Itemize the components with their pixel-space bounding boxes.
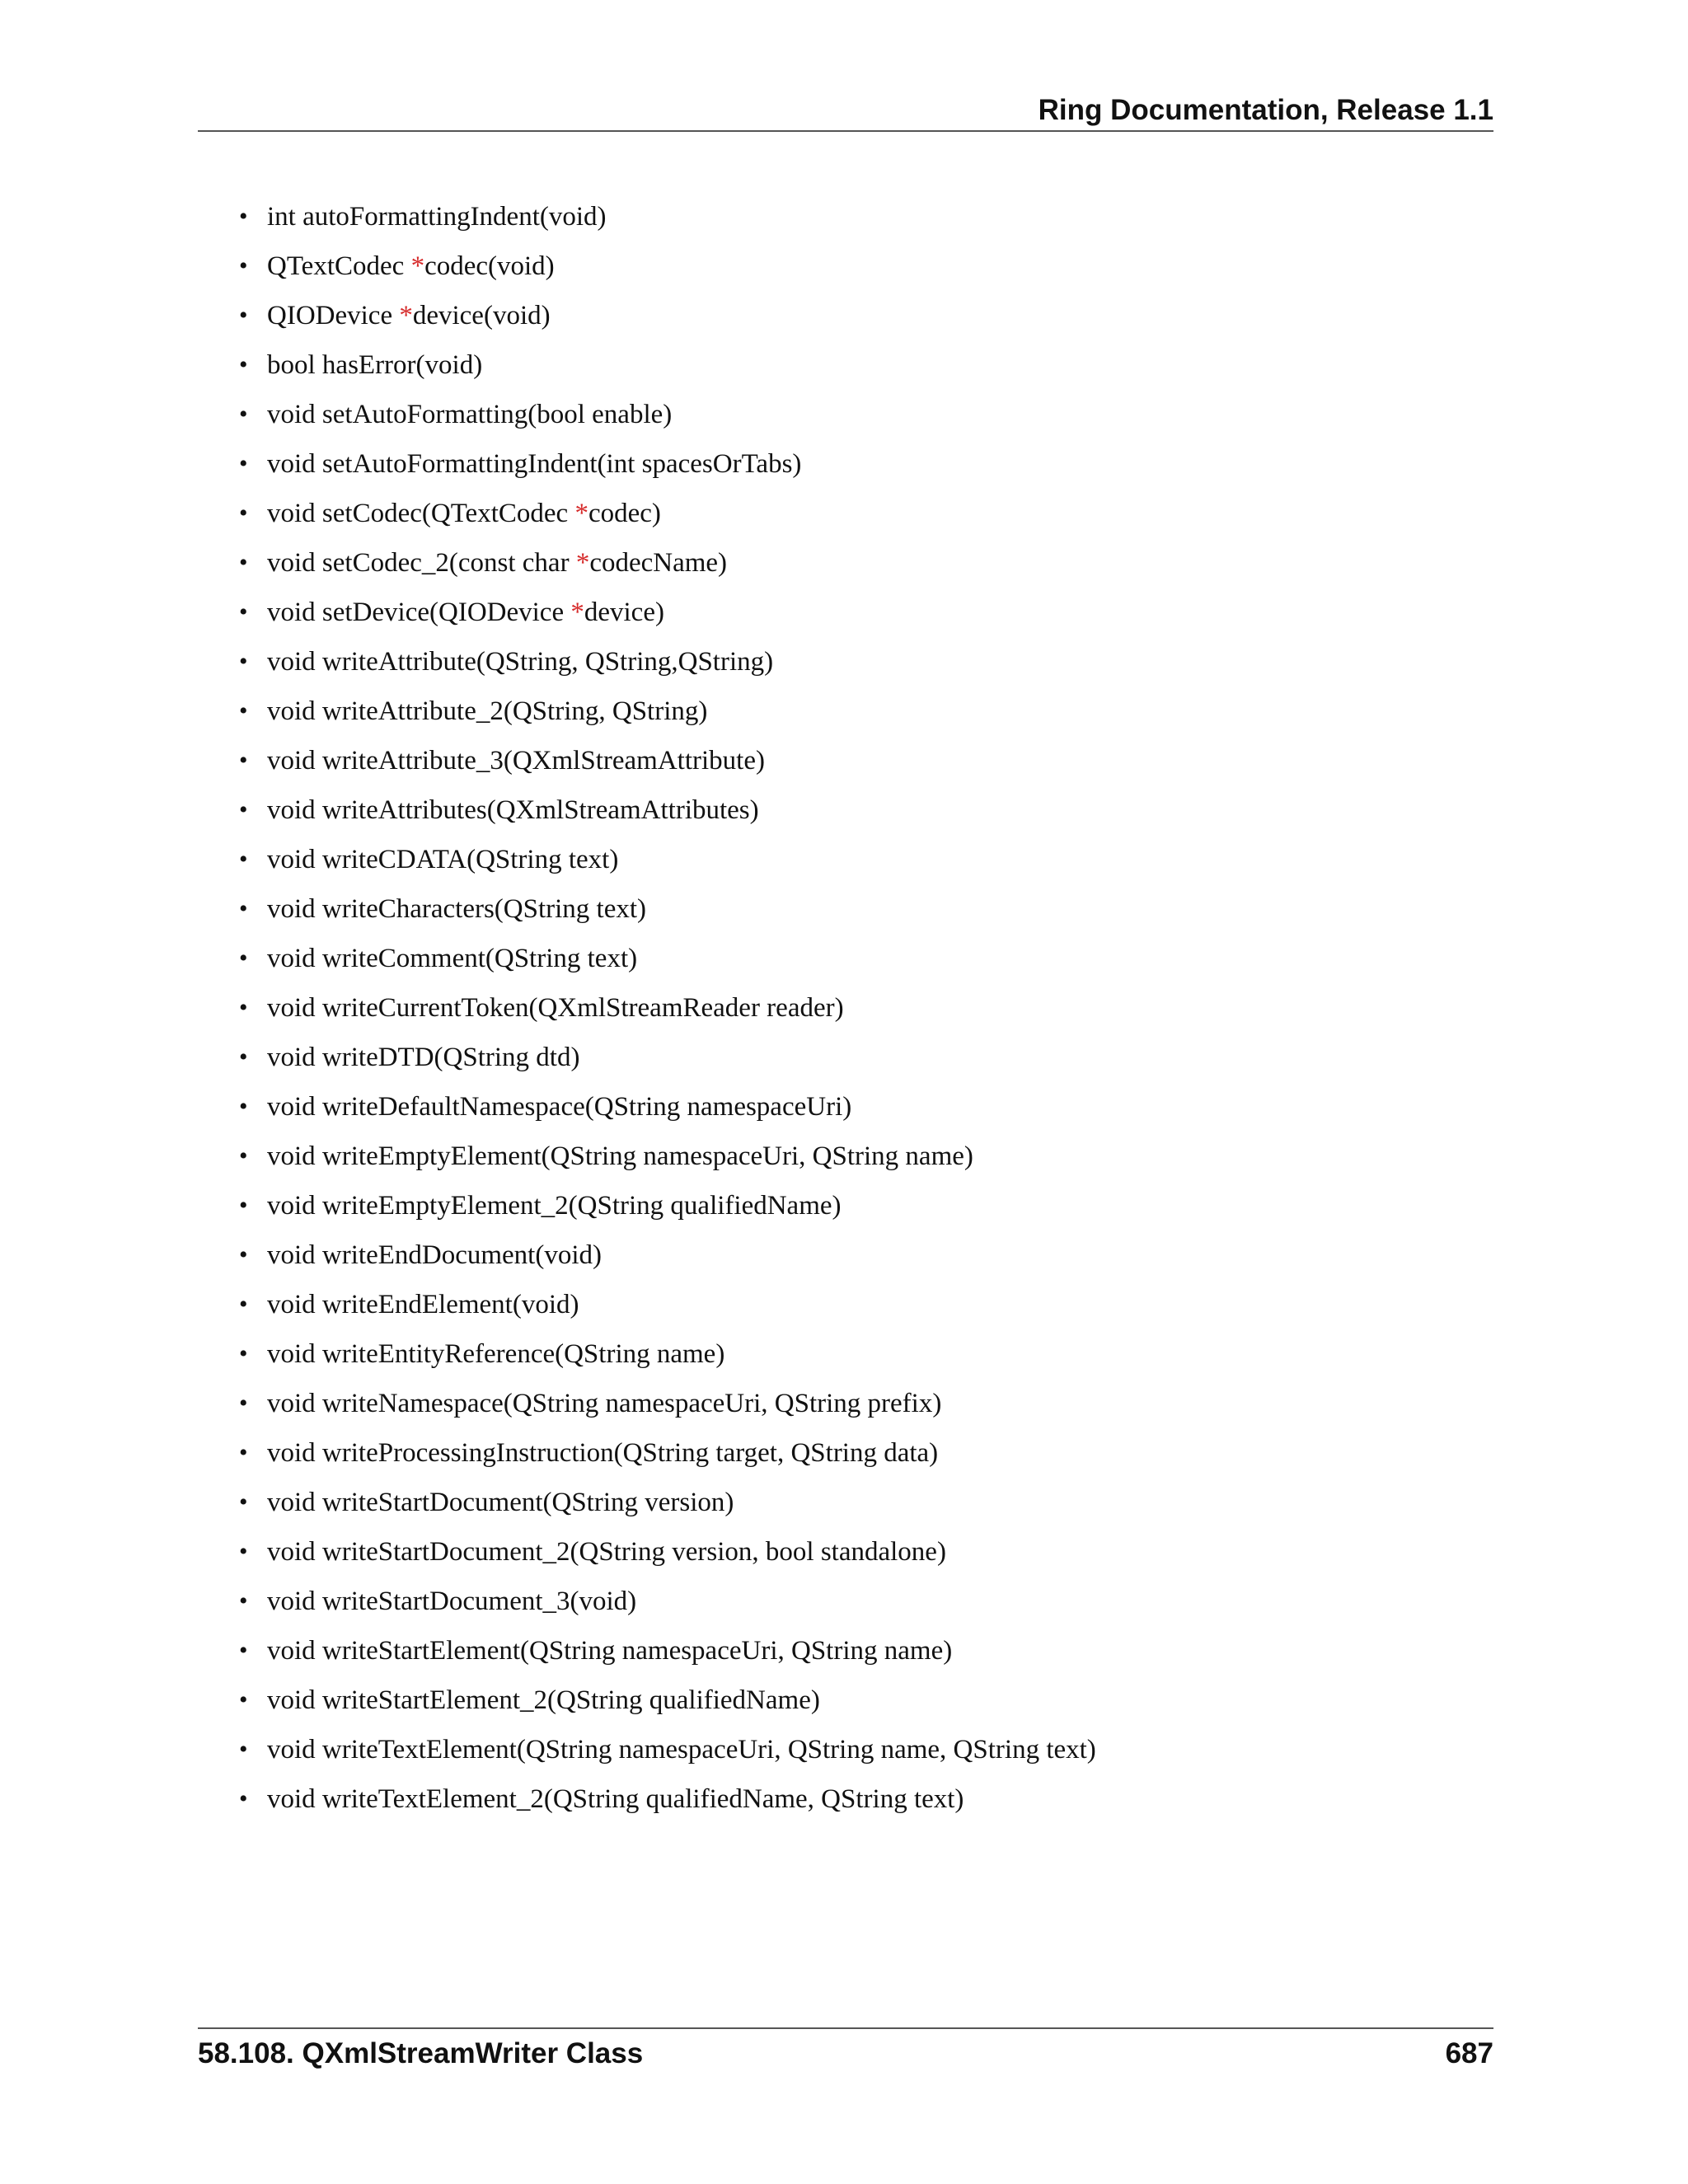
bullet-icon: • <box>239 747 248 774</box>
method-signature-text: void setCodec(QTextCodec <box>267 499 575 528</box>
method-signature-text: void writeEntityReference(QString name) <box>267 1339 725 1369</box>
bullet-icon: • <box>239 351 248 378</box>
method-list-item <box>239 1230 1096 1280</box>
bullet-icon: • <box>239 1043 248 1071</box>
bullet-icon: • <box>239 1538 248 1565</box>
method-signature-text: void writeAttribute_3(QXmlStreamAttribute) <box>267 746 765 776</box>
method-signature-text: void writeStartElement_2(QString qualifiedName) <box>267 1685 820 1715</box>
method-list-item <box>239 934 1096 983</box>
method-signature-text: codecName) <box>589 548 728 578</box>
bullet-icon: • <box>239 1637 248 1664</box>
bullet-icon: • <box>239 499 248 527</box>
method-signature-text: void writeStartDocument_3(void) <box>267 1586 637 1616</box>
method-list-item <box>239 390 1096 439</box>
bullet-icon: • <box>239 1587 248 1615</box>
method-list-item <box>239 1033 1096 1082</box>
bullet-icon: • <box>239 1488 248 1516</box>
method-signature-text: void writeNamespace(QString namespaceUri, QString prefix) <box>267 1389 942 1418</box>
bullet-icon: • <box>239 1192 248 1219</box>
method-signature-text: void writeTextElement(QString namespaceUri, QString name, QString text) <box>267 1735 1096 1765</box>
method-signature-text: void setAutoFormattingIndent(int spacesOrTabs) <box>267 449 802 479</box>
method-list-item <box>239 1280 1096 1329</box>
method-signature-text: QTextCodec <box>267 251 411 281</box>
method-list-item <box>239 192 1096 241</box>
bullet-icon: • <box>239 549 248 576</box>
page-number: 687 <box>1445 2037 1493 2069</box>
method-list-item <box>239 588 1096 637</box>
bullet-icon: • <box>239 1340 248 1367</box>
method-signature-text: void setAutoFormatting(bool enable) <box>267 400 673 429</box>
method-list-item <box>239 1774 1096 1824</box>
method-signature-text: void writeStartDocument_2(QString version, bool standalone) <box>267 1537 946 1567</box>
method-signature-text: void writeAttribute_2(QString, QString) <box>267 696 708 726</box>
method-signature-text: codec) <box>588 499 661 528</box>
method-signature-text: bool hasError(void) <box>267 350 483 380</box>
method-signature-text: void writeStartElement(QString namespaceUri, QString name) <box>267 1636 953 1666</box>
bullet-icon: • <box>239 252 248 279</box>
method-signature-text: void writeEmptyElement_2(QString qualifiedName) <box>267 1191 842 1221</box>
method-signature-text: QIODevice <box>267 301 400 330</box>
method-list-item <box>239 1675 1096 1725</box>
method-signature-text: void writeEndDocument(void) <box>267 1240 602 1270</box>
bullet-icon: • <box>239 648 248 675</box>
pointer-asterisk: * <box>574 499 588 528</box>
method-signature-text: void writeEndElement(void) <box>267 1290 579 1319</box>
bullet-icon: • <box>239 1439 248 1466</box>
method-list-item <box>239 835 1096 884</box>
bullet-icon: • <box>239 1093 248 1120</box>
method-list-item <box>239 1577 1096 1626</box>
method-list-item <box>239 1329 1096 1379</box>
bullet-icon: • <box>239 450 248 477</box>
pointer-asterisk: * <box>410 251 425 281</box>
bullet-icon: • <box>239 1736 248 1763</box>
bullet-icon: • <box>239 302 248 329</box>
bullet-icon: • <box>239 697 248 724</box>
method-signature-text: int autoFormattingIndent(void) <box>267 202 607 232</box>
bullet-icon: • <box>239 1785 248 1812</box>
pointer-asterisk: * <box>575 548 590 578</box>
bullet-icon: • <box>239 401 248 428</box>
bullet-icon: • <box>239 203 248 230</box>
method-signature-text: void writeCurrentToken(QXmlStreamReader reader) <box>267 993 844 1023</box>
method-list-item <box>239 1082 1096 1132</box>
method-list-item <box>239 340 1096 390</box>
method-signature-text: void writeComment(QString text) <box>267 944 638 973</box>
bullet-icon: • <box>239 1241 248 1268</box>
method-signature-text: void writeAttribute(QString, QString,QString) <box>267 647 774 677</box>
method-signature-text: device) <box>584 598 664 627</box>
method-list-item <box>239 439 1096 489</box>
method-list-item <box>239 1626 1096 1675</box>
method-list-item <box>239 687 1096 736</box>
method-signature-text: void writeAttributes(QXmlStreamAttributes) <box>267 795 759 825</box>
bullet-icon: • <box>239 1686 248 1713</box>
method-signature-text: void writeCharacters(QString text) <box>267 894 647 924</box>
bullet-icon: • <box>239 944 248 972</box>
method-list-item <box>239 785 1096 835</box>
page-footer <box>198 2027 1493 2079</box>
method-signature-text: void writeProcessingInstruction(QString target, QString data) <box>267 1438 939 1468</box>
method-list-item <box>239 1132 1096 1181</box>
pointer-asterisk: * <box>399 301 413 330</box>
method-list-item <box>239 1527 1096 1577</box>
document-title: Ring Documentation, Release 1.1 <box>1038 94 1493 126</box>
pointer-asterisk: * <box>570 598 584 627</box>
bullet-icon: • <box>239 1390 248 1417</box>
method-list-item <box>239 983 1096 1033</box>
method-list-item <box>239 291 1096 340</box>
bullet-icon: • <box>239 994 248 1021</box>
method-list-item <box>239 884 1096 934</box>
method-list-item <box>239 241 1096 291</box>
method-signature-text: void writeDefaultNamespace(QString namespaceUri) <box>267 1092 852 1122</box>
method-signature-text: void writeEmptyElement(QString namespaceUri, QString name) <box>267 1141 973 1171</box>
method-signature-text: void setCodec_2(const char <box>267 548 576 578</box>
method-signature-text: codec(void) <box>424 251 555 281</box>
method-list-item <box>239 1181 1096 1230</box>
method-list-item <box>239 637 1096 687</box>
bullet-icon: • <box>239 1291 248 1318</box>
page-header <box>198 89 1493 132</box>
method-list-item <box>239 489 1096 538</box>
method-list-item <box>239 538 1096 588</box>
method-list-item <box>239 1379 1096 1428</box>
method-signature-text: device(void) <box>412 301 551 330</box>
method-signature-text: void writeCDATA(QString text) <box>267 845 619 874</box>
method-signature-text: void writeTextElement_2(QString qualifiedName, QString text) <box>267 1784 964 1814</box>
method-list-item <box>239 1725 1096 1774</box>
method-signature-text: void writeDTD(QString dtd) <box>267 1043 580 1072</box>
bullet-icon: • <box>239 1142 248 1169</box>
bullet-icon: • <box>239 598 248 626</box>
section-title: 58.108. QXmlStreamWriter Class <box>198 2037 644 2069</box>
bullet-icon: • <box>239 796 248 823</box>
method-list-item <box>239 1478 1096 1527</box>
bullet-icon: • <box>239 846 248 873</box>
method-list-item <box>239 1428 1096 1478</box>
method-list-item <box>239 736 1096 785</box>
method-signature-text: void writeStartDocument(QString version) <box>267 1488 734 1517</box>
method-signature-text: void setDevice(QIODevice <box>267 598 571 627</box>
method-list <box>239 192 1096 1824</box>
bullet-icon: • <box>239 895 248 922</box>
